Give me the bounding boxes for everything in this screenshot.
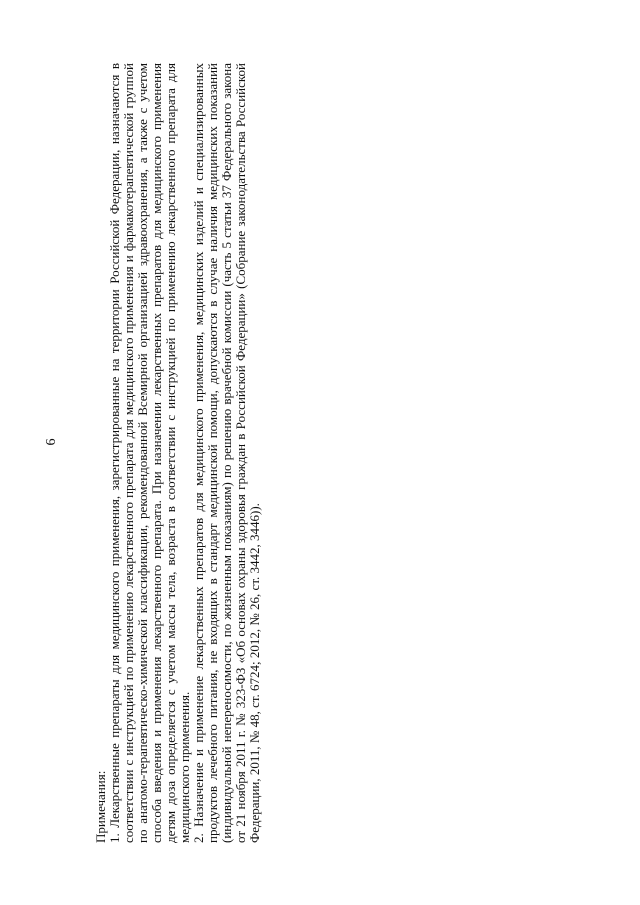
notes-heading: Примечания:	[93, 770, 108, 843]
note-1: 1. Лекарственные препараты для медицинского применения, зарегистрированные на территории Российской Федерации, назначаются в соответствии с инструкцией по применению лекарственного препарата для медицинского применения и фармакотерапевтической группой по анатомо-терапевтическо-химической классификации, рекомендованной Всемирной организацией здравоохранения, а также с учетом способа введения и применения лекарственного препарата. При назначении лекарственных препаратов для медицинского применения детям доза определяется с учетом массы тела, возраста в соответствии с инструкцией по применению лекарственного препарата для медицинского применения.	[107, 63, 192, 843]
notes-block	[94, 63, 262, 843]
note-2: 2. Назначение и применение лекарственных препаратов для медицинского применения, медицинских изделий и специализированных продуктов лечебного питания, не входящих в стандарт медицинской помощи, допускаются в случае наличия медицинских показаний (индивидуальной непереносимости, по жизненным показаниям) по решению врачебной комиссии (часть 5 статьи 37 Федерального закона от 21 ноября 2011 г. № 323-ФЗ «Об основах охраны здоровья граждан в Российской Федерации» (Собрание законодательства Российской Федерации, 2011, № 48, ст. 6724; 2012, № 26, ст. 3442, 3446)).	[191, 63, 262, 843]
page-number: 6	[44, 438, 59, 446]
